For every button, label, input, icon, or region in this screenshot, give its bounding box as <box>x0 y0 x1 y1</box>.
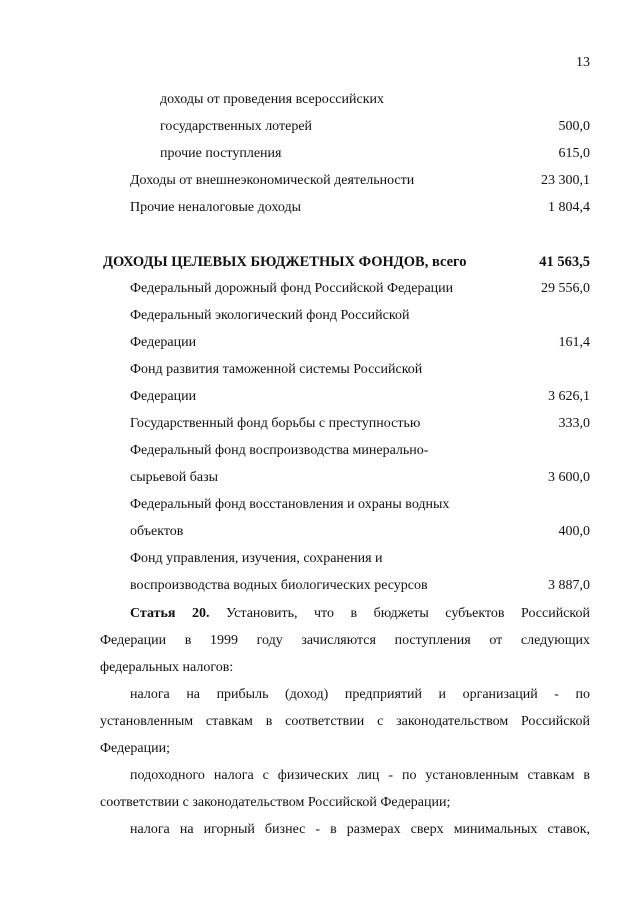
paragraph-line: подоходного налога с физических лиц - по установленным ставкам в <box>130 768 590 783</box>
table-row <box>0 414 640 434</box>
article-paragraph <box>100 600 590 681</box>
row-value: 161,4 <box>558 335 590 350</box>
row-label: доходы от проведения всероссийских <box>160 92 385 107</box>
row-label: Федерации <box>130 335 197 350</box>
funds-header-value: 41 563,5 <box>539 254 590 270</box>
article-line: Федерации в 1999 году зачисляются поступления от следующих <box>100 633 590 648</box>
table-row <box>0 279 640 299</box>
row-value: 1 804,4 <box>548 200 590 215</box>
tax-item-paragraph <box>100 681 590 762</box>
table-row <box>0 360 640 380</box>
row-value: 3 600,0 <box>548 470 590 485</box>
table-row <box>0 495 640 515</box>
paragraph-line: налога на прибыль (доход) предприятий и организаций - по <box>130 687 590 702</box>
row-label: Федеральный дорожный фонд Российской Федерации <box>130 281 454 296</box>
row-label: Федеральный фонд воспроизводства минерально- <box>130 443 429 458</box>
row-value: 615,0 <box>558 146 590 161</box>
row-label: сырьевой базы <box>130 470 218 485</box>
article-line <box>100 600 590 627</box>
paragraph-line: установленным ставкам в соответствии с законодательством Российской <box>100 714 590 729</box>
table-row <box>0 117 640 137</box>
table-row <box>0 468 640 488</box>
row-label: Федеральный фонд восстановления и охраны водных <box>130 497 450 512</box>
table-row <box>0 144 640 164</box>
table-row <box>0 576 640 596</box>
row-value: 400,0 <box>558 524 590 539</box>
row-value: 3 626,1 <box>548 389 590 404</box>
row-value: 3 887,0 <box>548 578 590 593</box>
row-value: 29 556,0 <box>541 281 590 296</box>
row-label: Федерации <box>130 389 197 404</box>
paragraph-line: налога на игорный бизнес - в размерах сверх минимальных ставок, <box>130 822 590 837</box>
tax-item-paragraph <box>100 762 590 816</box>
table-row <box>0 387 640 407</box>
row-label: воспроизводства водных биологических ресурсов <box>130 578 428 593</box>
table-row <box>0 333 640 353</box>
row-label: Прочие неналоговые доходы <box>130 200 302 215</box>
row-label: Федеральный экологический фонд Российской <box>130 308 410 323</box>
paragraph-line: Федерации; <box>100 741 171 756</box>
row-value: 333,0 <box>558 416 590 431</box>
article-text: Установить, что в бюджеты субъектов Российской <box>225 606 591 621</box>
row-label: объектов <box>130 524 184 539</box>
funds-header <box>0 252 640 272</box>
row-label: Фонд управления, изучения, сохранения и <box>130 551 383 566</box>
tax-item-paragraph <box>100 816 590 843</box>
row-value: 23 300,1 <box>541 173 590 188</box>
table-row <box>0 90 640 110</box>
table-row <box>0 549 640 569</box>
table-row <box>0 198 640 218</box>
paragraph-line: соответствии с законодательством Российской Федерации; <box>100 795 451 810</box>
row-label: Доходы от внешнеэкономической деятельности <box>130 173 415 188</box>
row-label: государственных лотерей <box>160 119 313 134</box>
page-number: 13 <box>576 55 590 70</box>
table-row <box>0 522 640 542</box>
table-row <box>0 171 640 191</box>
row-value: 500,0 <box>558 119 590 134</box>
article-title: Статья 20. <box>130 606 210 621</box>
table-row <box>0 306 640 326</box>
table-row <box>0 441 640 461</box>
funds-header-label: ДОХОДЫ ЦЕЛЕВЫХ БЮДЖЕТНЫХ ФОНДОВ, всего <box>103 254 467 270</box>
row-label: Государственный фонд борьбы с преступностью <box>130 416 421 431</box>
article-line: федеральных налогов: <box>100 660 234 675</box>
row-label: Фонд развития таможенной системы Российской <box>130 362 423 377</box>
row-label: прочие поступления <box>160 146 282 161</box>
